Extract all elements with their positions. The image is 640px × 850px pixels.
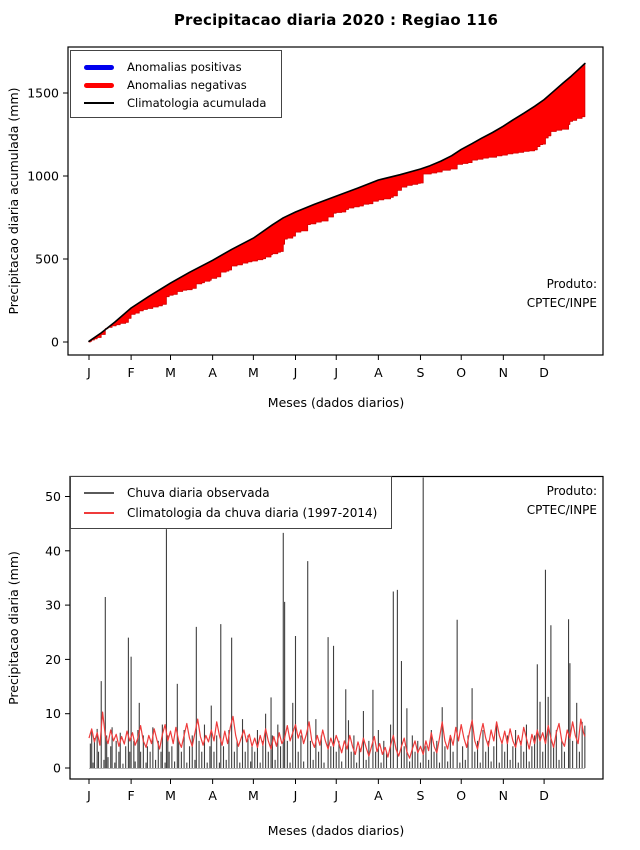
x-tick-label: S (416, 788, 425, 803)
product-org: CPTEC/INPE (526, 295, 597, 310)
x-tick-label: D (539, 788, 549, 803)
legend-label: Anomalias negativas (127, 78, 247, 92)
x-tick-label: F (127, 788, 135, 803)
x-tick-label: A (374, 365, 383, 380)
x-tick-label: M (247, 788, 259, 803)
product-label: Produto: (546, 277, 597, 291)
bottom-y-axis-label: Precipitacao diaria (mm) (6, 551, 21, 705)
y-tick-label: 10 (45, 706, 61, 722)
daily-climatology-line (89, 712, 585, 758)
legend-item-observed-rain (84, 483, 391, 503)
x-tick-label: M (165, 365, 176, 380)
x-tick-label: S (416, 365, 425, 380)
top-chart-legend (70, 50, 282, 118)
y-tick-label: 500 (35, 251, 59, 267)
product-org: CPTEC/INPE (526, 502, 597, 517)
legend-label: Climatologia da chuva diaria (1997-2014) (127, 506, 378, 520)
page-title: Precipitacao diaria 2020 : Regiao 116 (173, 11, 499, 29)
bottom-chart-legend (70, 476, 392, 529)
positive-anomaly-line-swatch (84, 65, 114, 70)
climatology-line-swatch (84, 102, 114, 103)
y-tick-label: 0 (51, 334, 59, 350)
y-tick-label: 50 (45, 489, 61, 504)
legend-item-positive-anomalies (84, 58, 281, 76)
x-tick-label: N (498, 788, 509, 803)
x-tick-label: A (208, 788, 217, 803)
x-tick-label: M (247, 365, 259, 380)
x-tick-label: J (87, 788, 91, 803)
legend-label: Climatologia acumulada (127, 96, 267, 110)
y-tick-label: 1000 (27, 168, 59, 184)
observed-rain-line-swatch (84, 492, 114, 493)
top-y-axis-label: Precipitacao diaria acumulada (mm) (6, 87, 21, 315)
legend-label: Anomalias positivas (127, 60, 242, 74)
x-tick-label: J (87, 365, 91, 380)
x-tick-label: D (539, 365, 549, 380)
bottom-x-axis-label: Meses (dados diarios) (267, 823, 405, 838)
product-label: Produto: (546, 484, 597, 498)
legend-label: Chuva diaria observada (127, 486, 270, 500)
y-tick-label: 0 (53, 760, 61, 776)
x-tick-label: N (498, 365, 509, 380)
y-tick-label: 40 (45, 543, 61, 559)
top-product-credit (417, 275, 597, 312)
x-tick-label: J (334, 365, 339, 380)
x-tick-label: M (165, 788, 176, 803)
y-tick-label: 20 (45, 651, 61, 667)
legend-item-climatology-accum (84, 94, 281, 112)
x-tick-label: J (293, 788, 298, 803)
x-tick-label: A (208, 365, 217, 380)
x-tick-label: J (334, 788, 339, 803)
daily-climatology-line-swatch (84, 512, 114, 513)
negative-anomaly-line-swatch (84, 83, 114, 88)
x-tick-label: A (374, 788, 383, 803)
top-x-axis-label: Meses (dados diarios) (267, 395, 405, 410)
legend-item-daily-climatology (84, 503, 391, 523)
x-tick-label: J (293, 365, 298, 380)
x-tick-label: O (456, 365, 467, 380)
y-tick-label: 1500 (27, 85, 59, 101)
y-tick-label: 30 (45, 597, 61, 613)
x-tick-label: F (127, 365, 135, 380)
bottom-product-credit (417, 482, 597, 519)
x-tick-label: O (456, 788, 467, 803)
legend-item-negative-anomalies (84, 76, 281, 94)
